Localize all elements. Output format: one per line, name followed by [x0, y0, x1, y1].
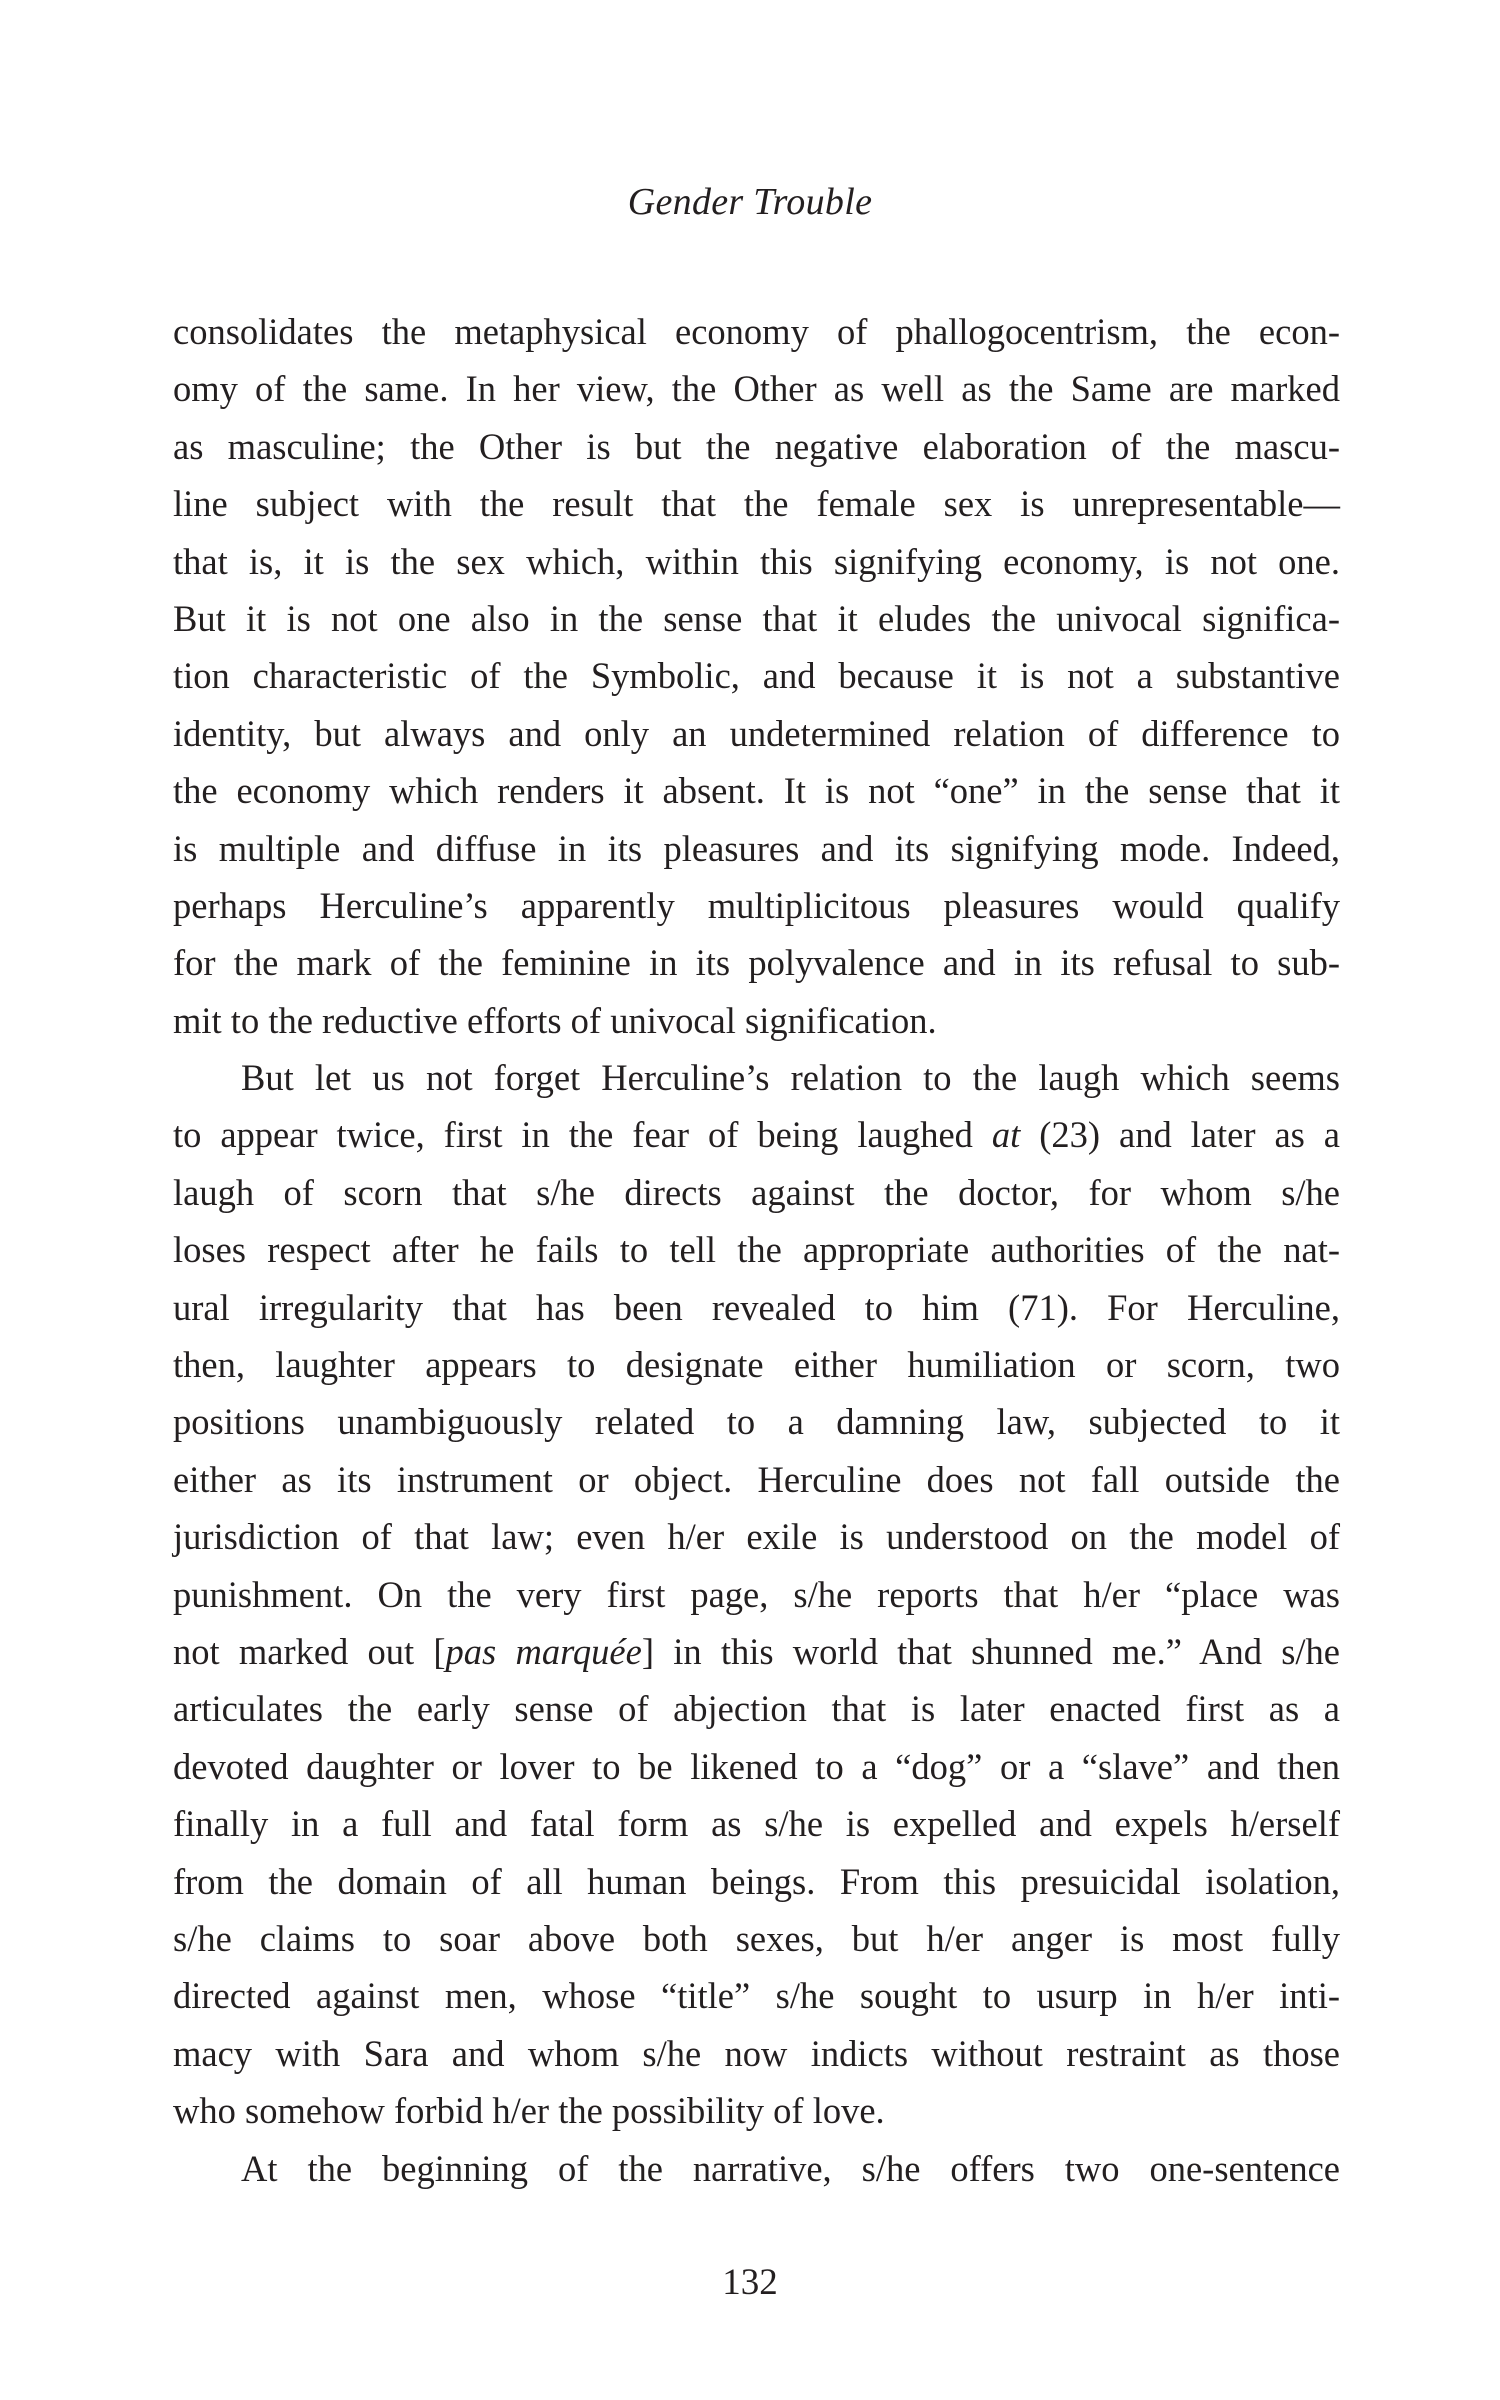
italic-text: at	[991, 1114, 1021, 1156]
text-line: from the domain of all human beings. From this presuicidal isolation,	[173, 1860, 1340, 1902]
italic-text: pas marquée	[445, 1630, 642, 1672]
page-number: 132	[722, 2262, 778, 2303]
text-line: line subject with the result that the female sex is unrepresentable—	[173, 483, 1340, 525]
text-line: But it is not one also in the sense that it eludes the univocal significa-	[173, 597, 1340, 639]
text-line: as masculine; the Other is but the negative elaboration of the mascu-	[173, 425, 1340, 467]
text-line: perhaps Herculine’s apparently multiplicitous pleasures would qualify	[173, 884, 1340, 926]
text-line: jurisdiction of that law; even h/er exile is understood on the model of	[173, 1516, 1340, 1558]
paragraph	[173, 303, 1340, 1049]
text-line: directed against men, whose “title” s/he sought to usurp in h/er inti-	[173, 1975, 1340, 2017]
text-line: then, laughter appears to designate either humiliation or scorn, two	[173, 1344, 1340, 1386]
running-head: Gender Trouble	[627, 181, 873, 223]
text-run: (23) and later as a	[1020, 1114, 1340, 1156]
text-line: laugh of scorn that s/he directs against the doctor, for whom s/he	[173, 1171, 1340, 1213]
text-line: is multiple and diffuse in its pleasures and its signifying mode. Indeed,	[173, 827, 1340, 869]
text-line: mit to the reductive efforts of univocal signification.	[173, 999, 937, 1041]
text-line: articulates the early sense of abjection that is later enacted first as a	[173, 1688, 1340, 1730]
text-run: to appear twice, first in the fear of being laughed	[173, 1114, 992, 1156]
paragraph	[173, 1049, 1340, 2139]
text-line: s/he claims to soar above both sexes, but h/er anger is most fully	[173, 1917, 1340, 1959]
paragraph	[173, 2140, 1340, 2197]
text-line: ural irregularity that has been revealed to him (71). For Herculine,	[173, 1286, 1340, 1328]
body-text	[173, 303, 1340, 2197]
text-line: devoted daughter or lover to be likened to a “dog” or a “slave” and then	[173, 1745, 1340, 1787]
text-line: tion characteristic of the Symbolic, and because it is not a substantive	[173, 655, 1340, 697]
text-line: consolidates the metaphysical economy of phallogocentrism, the econ-	[173, 311, 1340, 352]
text-line: finally in a full and fatal form as s/he is expelled and expels h/erself	[173, 1803, 1340, 1845]
text-line: macy with Sara and whom s/he now indicts without restraint as those	[173, 2032, 1340, 2074]
text-line: who somehow forbid h/er the possibility of love.	[173, 2090, 885, 2132]
text-line: that is, it is the sex which, within this signifying economy, is not one.	[173, 540, 1340, 582]
text-run: not marked out [	[173, 1630, 446, 1672]
text-line: positions unambiguously related to a damning law, subjected to it	[173, 1401, 1340, 1443]
text-line: identity, but always and only an undetermined relation of difference to	[173, 712, 1340, 754]
text-line: loses respect after he fails to tell the appropriate authorities of the nat-	[173, 1229, 1340, 1271]
text-line: for the mark of the feminine in its polyvalence and in its refusal to sub-	[173, 942, 1340, 984]
text-line	[173, 1623, 1340, 1680]
text-line: omy of the same. In her view, the Other as well as the Same are marked	[173, 368, 1340, 410]
text-run: ] in this world that shunned me.” And s/he	[641, 1630, 1340, 1672]
text-line: either as its instrument or object. Herculine does not fall outside the	[173, 1458, 1340, 1500]
text-line	[173, 1106, 1340, 1163]
text-line: the economy which renders it absent. It is not “one” in the sense that it	[173, 770, 1340, 812]
text-line: But let us not forget Herculine’s relation to the laugh which seems	[241, 1057, 1340, 1099]
text-line: At the beginning of the narrative, s/he offers two one-sentence	[241, 2147, 1340, 2189]
text-line: punishment. On the very first page, s/he reports that h/er “place was	[173, 1573, 1340, 1615]
